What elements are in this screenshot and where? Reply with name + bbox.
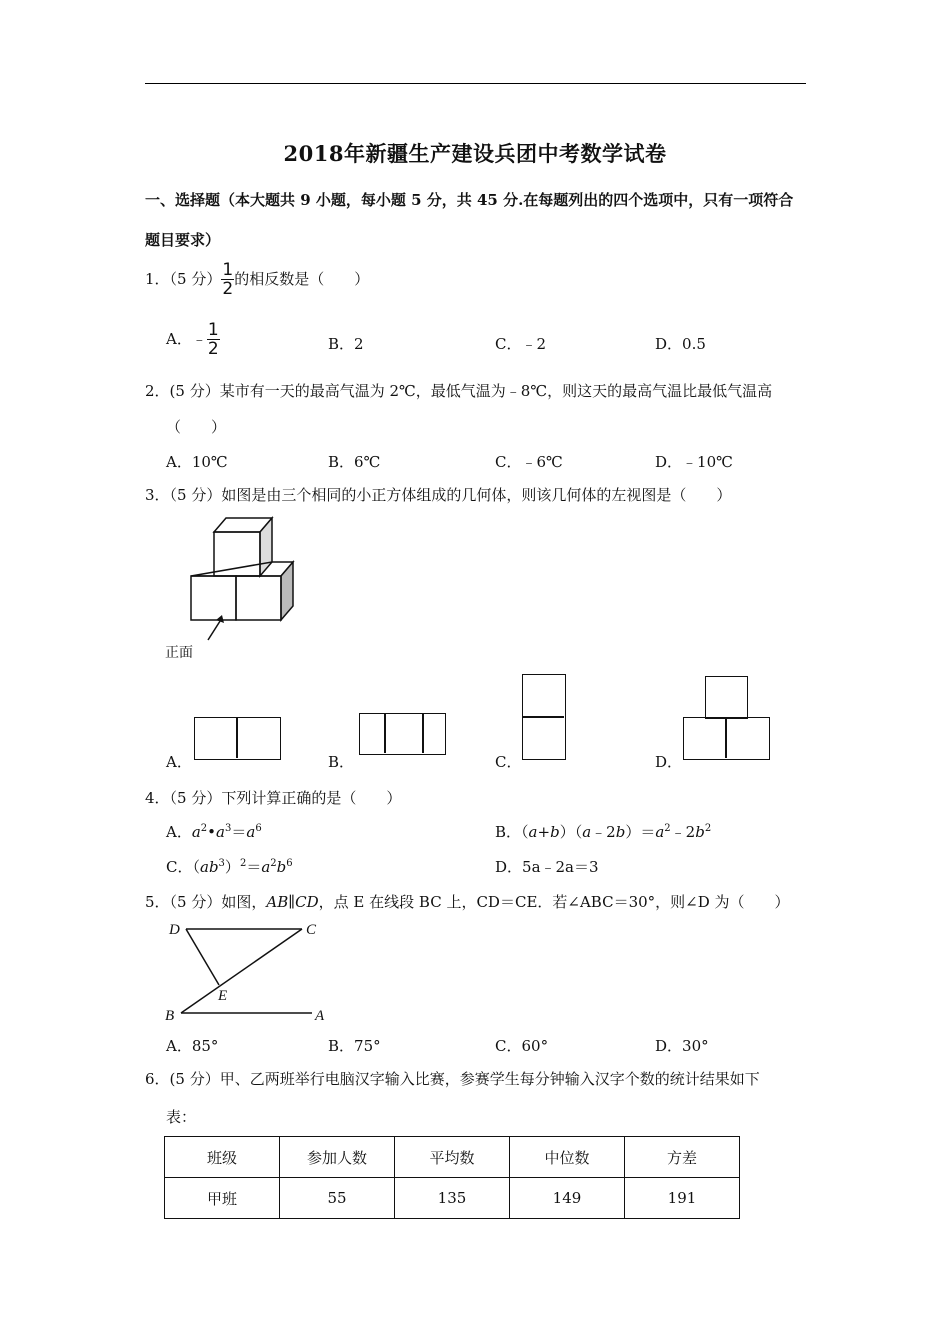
q3-option-a-figure[interactable] — [194, 717, 281, 760]
fraction-denominator: 2 — [207, 339, 219, 359]
point-label-b: B — [165, 1008, 175, 1024]
q2-option-d[interactable]: D．﹣10℃ — [655, 453, 733, 471]
option-text: 5a﹣2a＝3 — [522, 858, 599, 876]
question-2-stem-line1: 2．(5 分）某市有一天的最高气温为 2℃，最低气温为﹣8℃，则这天的最高气温比最低气温高 — [145, 382, 773, 400]
bottom-top-face — [191, 562, 293, 576]
table-row — [165, 1178, 740, 1219]
q2-option-c[interactable]: C．﹣6℃ — [495, 453, 563, 471]
q3-option-b[interactable]: B． — [328, 753, 355, 771]
q3-option-a[interactable]: A． — [166, 753, 192, 771]
top-cube-front-face — [214, 532, 260, 576]
segment-cb — [181, 929, 302, 1013]
question-4-stem: 4．（5 分）下列计算正确的是（ ） — [145, 789, 402, 807]
question-1-stem-text: 的相反数是（ ） — [234, 270, 370, 288]
question-1-number: 1．（5 分） — [145, 270, 222, 288]
question-2-stem-line2: （ ） — [166, 418, 227, 436]
q4-option-c[interactable]: C．$(ab^3)^2=a^2b^6$ — [166, 858, 293, 876]
q3-option-d-figure[interactable] — [683, 717, 770, 760]
option-label: D． — [495, 858, 523, 876]
section-heading-line1: 一、选择题（本大题共 9 小题，每小题 5 分，共 45 分.在每题列出的四个选项中，只有一项符合 — [145, 191, 794, 209]
table-cell: 135 — [395, 1178, 510, 1219]
q3-option-d[interactable]: D． — [655, 753, 683, 771]
q3-option-d-top-square[interactable] — [705, 676, 748, 719]
fraction-denominator: 2 — [222, 279, 234, 299]
q5-option-c[interactable]: C．60° — [495, 1037, 549, 1055]
bottom-left-cube — [191, 576, 236, 620]
q5-option-a[interactable]: A．85° — [166, 1037, 219, 1055]
front-label: 正面 — [165, 645, 193, 661]
table-cell: 149 — [510, 1178, 625, 1219]
divider-line — [236, 718, 238, 758]
segment-de — [186, 929, 219, 985]
q3-option-c[interactable]: C． — [495, 753, 522, 771]
stats-table — [164, 1136, 740, 1219]
table-header-cell: 参加人数 — [280, 1137, 395, 1178]
stem-part: 5．（5 分）如图， — [145, 893, 267, 911]
table-cell: 191 — [625, 1178, 740, 1219]
stem-part: ，点 E 在线段 BC 上，CD＝CE．若∠ABC＝30°，则∠D 为（ ） — [318, 893, 790, 911]
table-header-row — [165, 1137, 740, 1178]
point-label-e: E — [218, 988, 228, 1004]
table-header-cell: 班级 — [165, 1137, 280, 1178]
option-label: A． — [166, 330, 192, 348]
q3-option-c-figure[interactable] — [522, 674, 566, 760]
section-heading-line2: 题目要求） — [145, 231, 221, 249]
q1-option-b[interactable]: B．2 — [328, 335, 364, 353]
q4-option-a[interactable]: A．$a^2•a^3=a^6$ — [166, 823, 262, 841]
q5-option-d[interactable]: D．30° — [655, 1037, 709, 1055]
fraction-one-half — [221, 262, 234, 298]
top-cube-side-face — [260, 518, 272, 576]
option-label: A． — [166, 823, 192, 841]
q4-option-b[interactable]: B．$(a+b)(a﹣2b)=a^2﹣2b^2$ — [495, 823, 712, 841]
table-header-cell: 中位数 — [510, 1137, 625, 1178]
divider-line — [384, 714, 386, 753]
point-label-c: C — [306, 922, 317, 938]
point-label-d: D — [169, 922, 180, 938]
table-cell: 55 — [280, 1178, 395, 1219]
divider-line — [725, 718, 727, 758]
point-label-a: A — [315, 1008, 325, 1024]
stem-parallel: AB∥CD — [266, 893, 319, 911]
option-label: B． — [495, 823, 522, 841]
question-1-stem — [145, 262, 369, 298]
exam-title: 2018年新疆生产建设兵团中考数学试卷 — [283, 141, 667, 166]
geometry-figure — [160, 916, 335, 1026]
q1-option-d[interactable]: D．0.5 — [655, 335, 706, 353]
header-rule — [145, 83, 806, 84]
minus-sign: ﹣ — [191, 330, 207, 348]
fraction-numerator: 1 — [222, 260, 234, 280]
bottom-side-face — [281, 562, 293, 620]
table-header-cell: 平均数 — [395, 1137, 510, 1178]
option-label: C． — [166, 858, 193, 876]
question-3-stem: 3．（5 分）如图是由三个相同的小正方体组成的几何体，则该几何体的左视图是（ ） — [145, 486, 732, 504]
q2-option-a[interactable]: A．10℃ — [166, 453, 228, 471]
q4-option-d[interactable] — [495, 856, 599, 877]
fraction-one-half — [207, 322, 220, 358]
divider-line — [523, 716, 564, 718]
question-6-stem-line2: 表： — [166, 1108, 197, 1126]
question-5-stem — [145, 891, 790, 912]
q1-option-a[interactable] — [166, 322, 220, 358]
q2-option-b[interactable]: B．6℃ — [328, 453, 381, 471]
q1-option-c[interactable]: C．﹣2 — [495, 335, 547, 353]
bottom-right-cube — [236, 576, 281, 620]
divider-line — [422, 714, 424, 753]
fraction-numerator: 1 — [207, 320, 219, 340]
q3-option-b-figure[interactable] — [359, 713, 446, 755]
q5-option-b[interactable]: B．75° — [328, 1037, 381, 1055]
table-cell: 甲班 — [165, 1178, 280, 1219]
table-header-cell: 方差 — [625, 1137, 740, 1178]
question-6-stem-line1: 6．(5 分）甲、乙两班举行电脑汉字输入比赛，参赛学生每分钟输入汉字个数的统计结果如下 — [145, 1070, 760, 1088]
